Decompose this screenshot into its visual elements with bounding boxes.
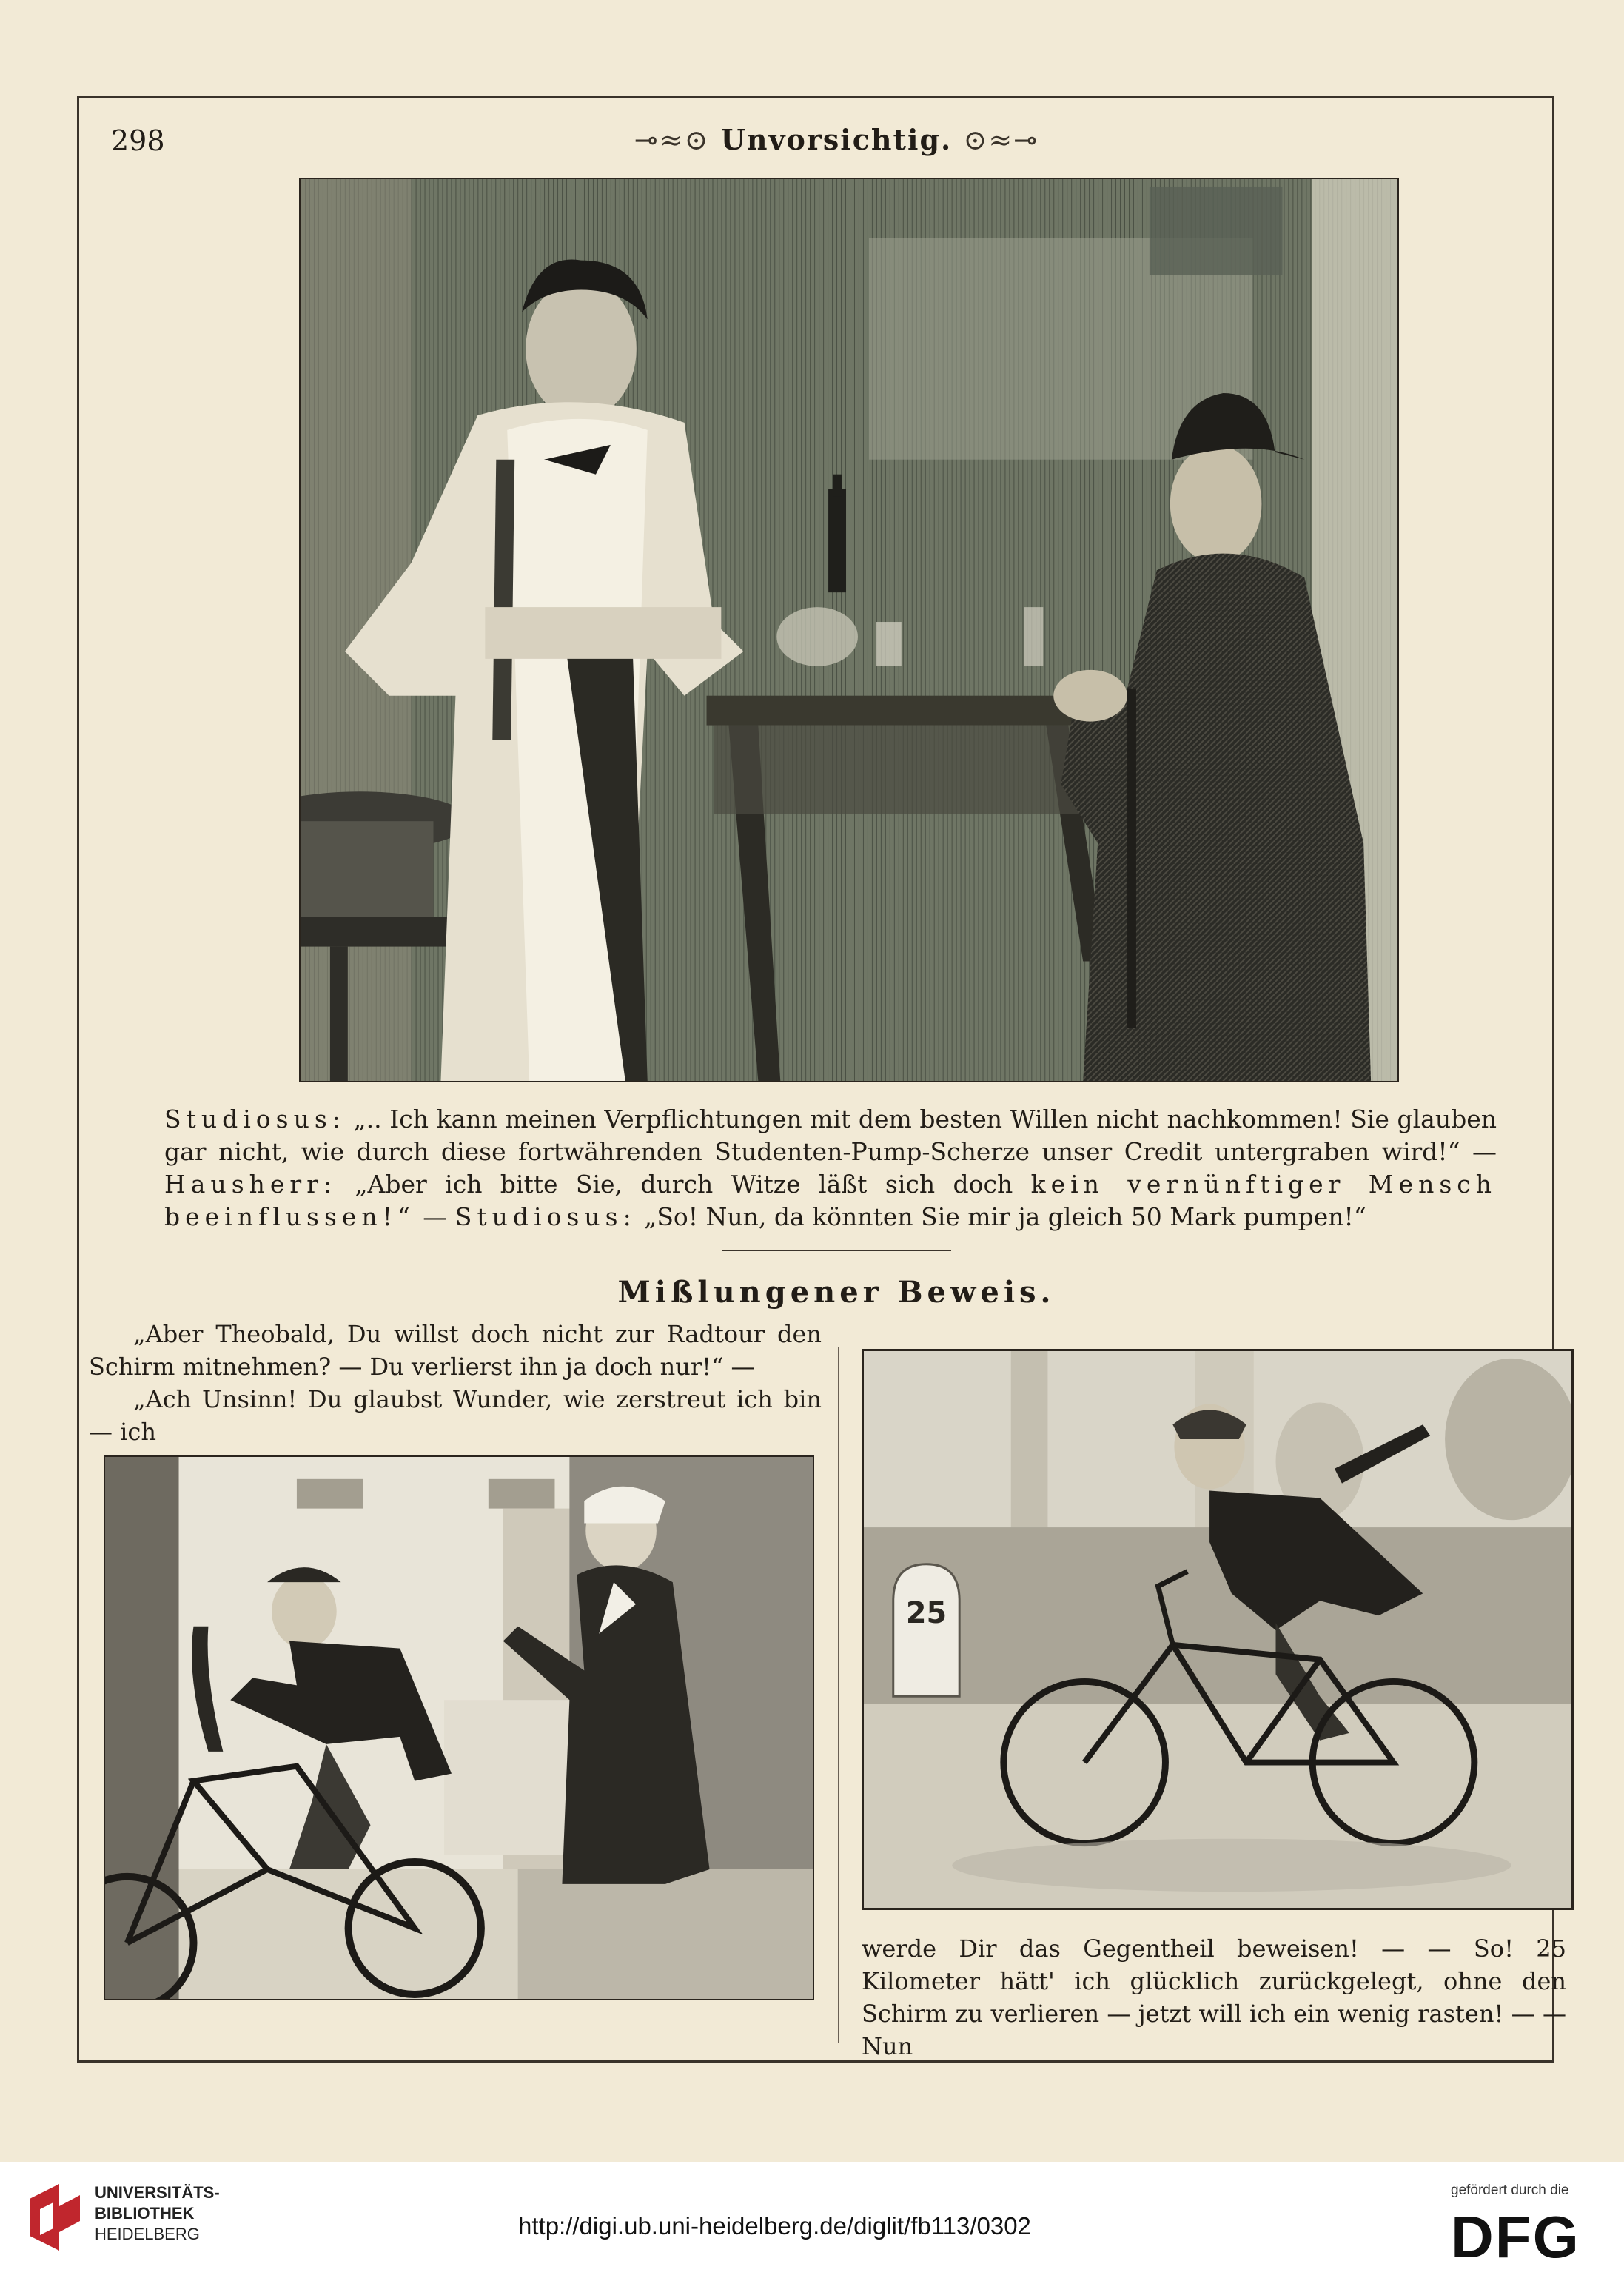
permalink-url[interactable]: http://digi.ub.uni-heidelberg.de/diglit/fb113/0302 — [518, 2212, 1031, 2240]
dfg-logo[interactable]: DFG — [1451, 2204, 1580, 2270]
speaker-studiosus-2: Studiosus: — [454, 1202, 637, 1231]
illustration-landlord-and-student — [299, 178, 1399, 1082]
running-title — [622, 123, 1051, 156]
library-line-3: HEIDELBERG — [95, 2225, 200, 2243]
running-title-text: Unvorsichtig. — [720, 123, 953, 156]
library-name[interactable] — [95, 2182, 220, 2245]
left-paragraph-1: „Aber Theobald, Du willst doch nicht zur Radtour den Schirm mitnehmen? — Du verlierst ihn ja doch nur!“ — — [89, 1320, 822, 1381]
left-column-text — [89, 1318, 822, 1448]
section-title: Mißlungener Beweis. — [617, 1275, 1056, 1310]
speaker-hausherr: Hausherr: — [164, 1170, 338, 1199]
caption-line-3: „So! Nun, da könnten Sie mir ja gleich 50 Mark pumpen!“ — [644, 1202, 1366, 1231]
column-rule — [838, 1347, 839, 2043]
illustration-man-riding-past-milestone — [862, 1349, 1574, 1910]
section-divider — [722, 1250, 951, 1251]
caption-dash: — — [423, 1202, 448, 1231]
funded-by-text: gefördert durch die — [1451, 2182, 1569, 2198]
library-line-2: BIBLIOTHEK — [95, 2204, 195, 2222]
ornament-left: ⊸≈⊙ — [634, 124, 710, 156]
caption-line-2: „Aber ich bitte Sie, durch Witze läßt sich doch — [355, 1170, 1013, 1199]
caption-top — [164, 1103, 1497, 1233]
caption-line-2-spaced: kein vernünftiger Mensch beeinflussen!“ — [164, 1170, 1497, 1231]
milestone-number: 25 — [905, 1596, 947, 1631]
ornament-right: ⊙≈⊸ — [963, 124, 1039, 156]
page-number: 298 — [111, 124, 165, 157]
speaker-studiosus: Studiosus: — [164, 1105, 346, 1133]
library-logo-icon[interactable] — [22, 2177, 87, 2257]
library-line-1: UNIVERSITÄTS- — [95, 2183, 220, 2202]
illustration-man-with-bicycle-and-wife — [104, 1455, 814, 2000]
right-column-text: werde Dir das Gegentheil beweisen! — — So! 25 Kilometer hätt' ich glücklich zurückgelegt, ohne den Schirm zu verlieren — jetzt will ich ein wenig rasten! — — Nun — [862, 1934, 1566, 2060]
left-paragraph-2: „Ach Unsinn! Du glaubst Wunder, wie zerstreut ich bin — ich — [89, 1385, 822, 1446]
caption-line-1: „.. Ich kann meinen Verpflichtungen mit dem besten Willen nicht nachkommen! Sie glauben gar nicht, wie durch diese fortwährenden Studenten-Pump-Scherze unser Credit untergraben wird!“ — — [164, 1105, 1497, 1166]
caption-paragraph — [164, 1103, 1497, 1233]
